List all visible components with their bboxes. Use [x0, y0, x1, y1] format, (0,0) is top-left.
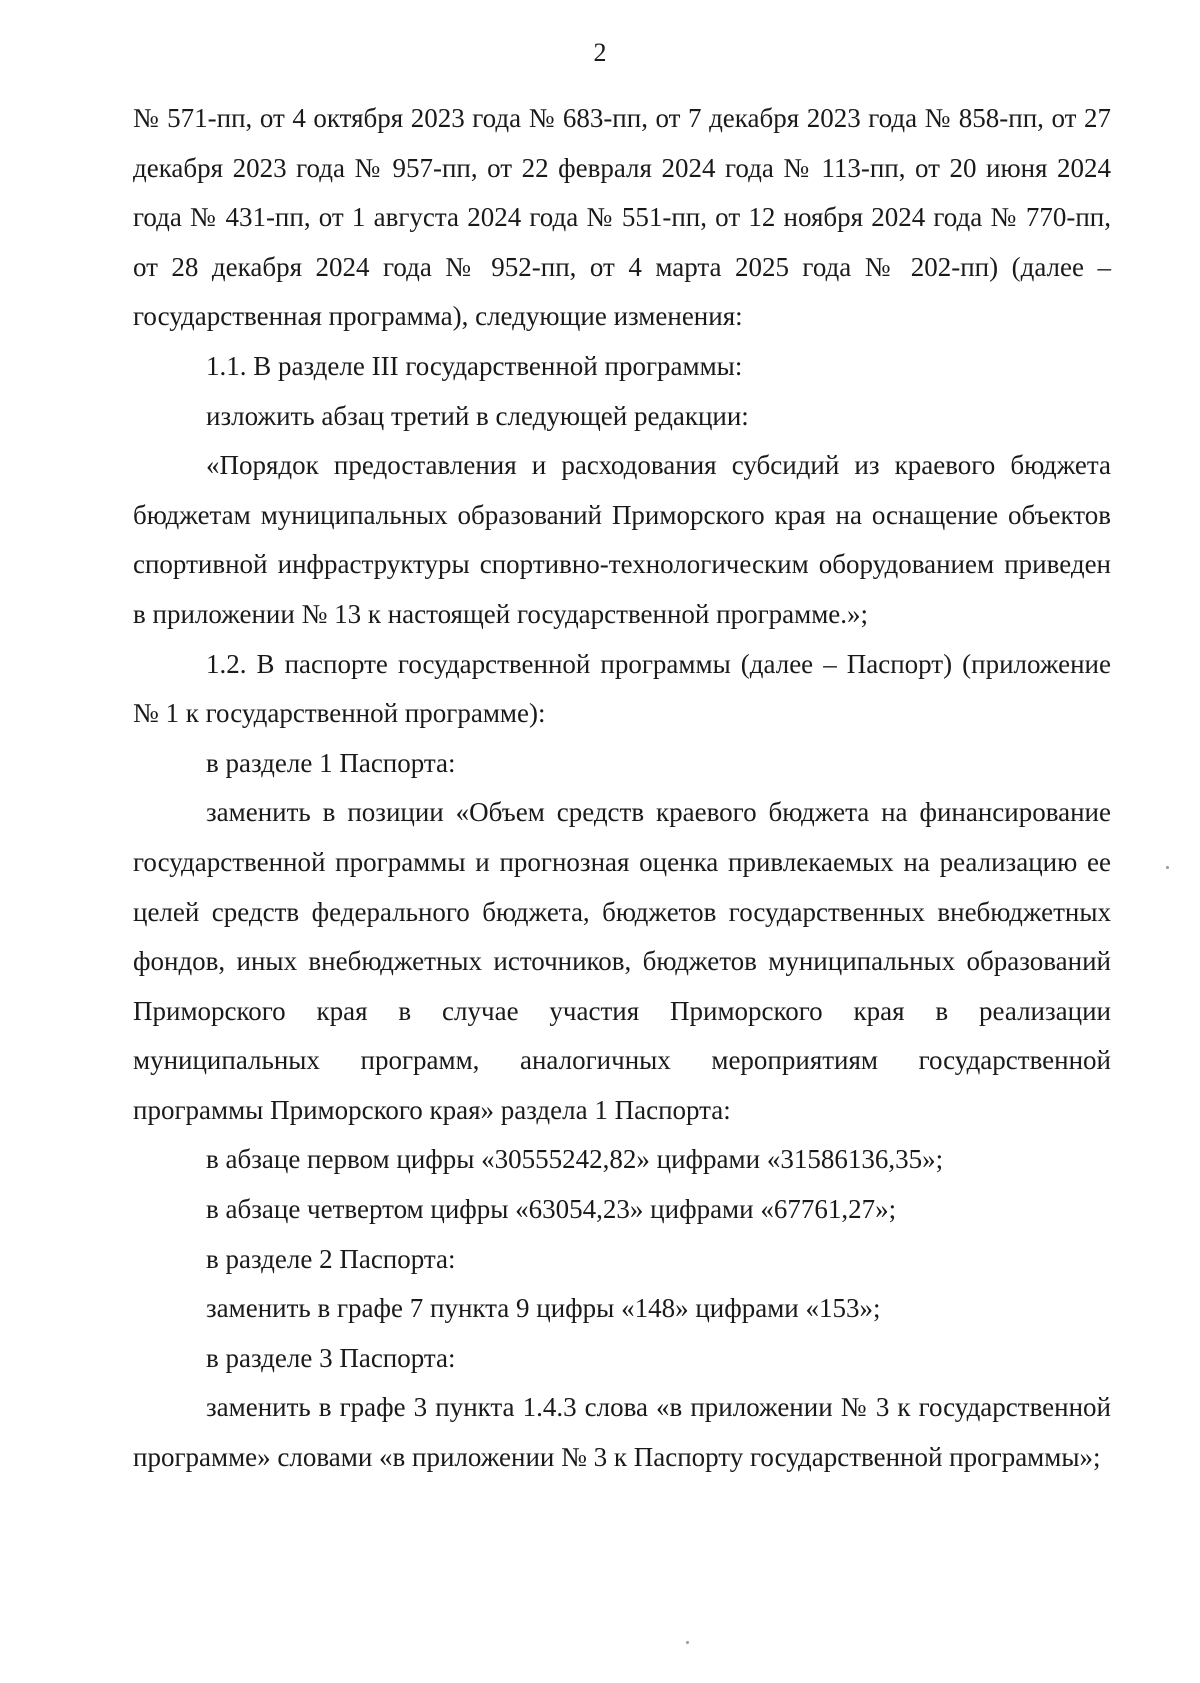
- paragraph-continuation: № 571-пп, от 4 октября 2023 года № 683-пп, от 7 декабря 2023 года № 858-пп, от 27 декабря 2023 года № 957-пп, от 22 февраля 2024 года № 113-пп, от 20 июня 2024 года № 431-пп, от 1 августа 2024 года № 551-пп, от 12 ноября 2024 года № 770-пп, от 28 декабря 2024 года № 952-пп, от 4 марта 2025 года № 202-пп) (далее – государственная программа), следующие изменения:: [133, 103, 1111, 332]
- paragraph-passport-section-3: в разделе 3 Паспорта:: [206, 1342, 456, 1373]
- paragraph-section-1-1: 1.1. В разделе III государственной программы:: [206, 350, 743, 381]
- paragraph-replace-position: заменить в позиции «Объем средств краевого бюджета на финансирование государственной программы и прогнозная оценка привлекаемых на реализацию ее целей средств федерального бюджета, бюджетов государственных внебюджетных фондов, иных внебюджетных источников, бюджетов муниципальных образований Приморского края в случае участия Приморского края в реализации муниципальных программ, аналогичных мероприятиям государственной программы Приморского края» раздела 1 Паспорта:: [133, 797, 1111, 1125]
- paragraph-amend-instruction: изложить абзац третий в следующей редакции:: [206, 400, 749, 431]
- paragraph-first-abzac: в абзаце первом цифры «30555242,82» цифрами «31586136,35»;: [206, 1144, 944, 1175]
- paragraph-passport-section-1: в разделе 1 Паспорта:: [206, 747, 456, 778]
- paragraph-column-3: заменить в графе 3 пункта 1.4.3 слова «в приложении № 3 к государственной программе» словами «в приложении № 3 к Паспорту государственной программы»;: [133, 1392, 1111, 1473]
- document-body: [133, 94, 1111, 1483]
- scan-speck: [686, 1641, 689, 1644]
- paragraph-passport-section-2: в разделе 2 Паспорта:: [206, 1243, 456, 1274]
- paragraph-section-1-2: 1.2. В паспорте государственной программы (далее – Паспорт) (приложение № 1 к государственной программе):: [133, 648, 1111, 729]
- scan-speck: [1166, 866, 1169, 869]
- page-number: 2: [593, 38, 607, 67]
- paragraph-quoted-text: «Порядок предоставления и расходования субсидий из краевого бюджета бюджетам муниципальных образований Приморского края на оснащение объектов спортивной инфраструктуры спортивно-технологическим оборудованием приведен в приложении № 13 к настоящей государственной программе.»;: [133, 450, 1111, 629]
- paragraph-column-7: заменить в графе 7 пункта 9 цифры «148» цифрами «153»;: [206, 1293, 881, 1324]
- paragraph-fourth-abzac: в абзаце четвертом цифры «63054,23» цифрами «67761,27»;: [206, 1194, 897, 1225]
